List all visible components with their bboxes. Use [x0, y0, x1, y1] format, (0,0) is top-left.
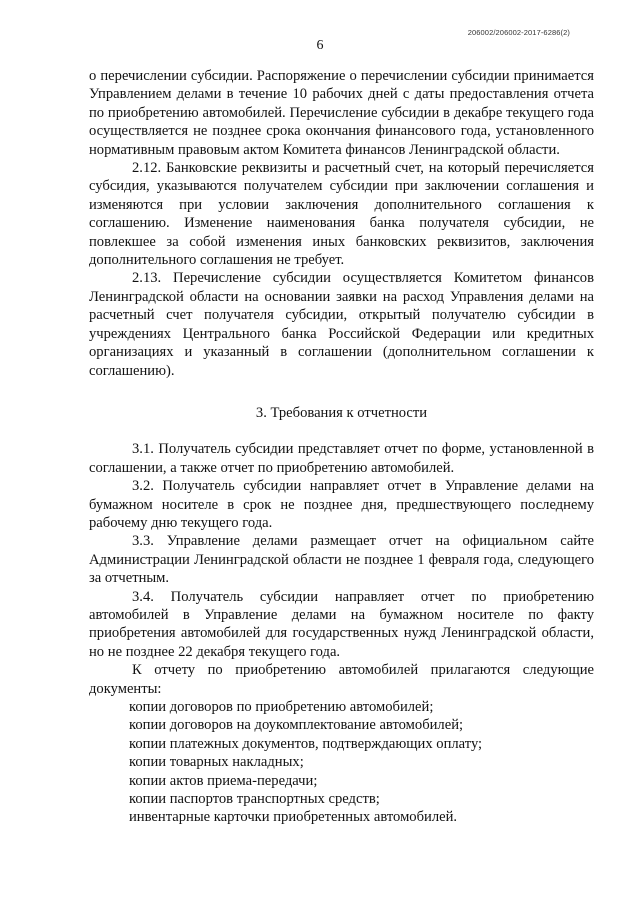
paragraph-2-12: 2.12. Банковские реквизиты и расчетный счет, на который перечисляется субсидия, указываются получателем субсидии при заключении соглашения и изменяются при условии заключения дополнительного соглашения к соглашению. Изменение наименования банка получателя субсидии, не повлекшее за собой изменения иных банковских реквизитов, заключения дополнительного соглашения не требует. [89, 160, 594, 269]
paragraph-2-13: 2.13. Перечисление субсидии осуществляется Комитетом финансов Ленинградской области на основании заявки на расход Управления делами на расчетный счет получателя субсидии, открытый получателю субсидии в учреждениях Центрального банка Российской Федерации или кредитных организациях и указанный в соглашении (дополнительном соглашении к соглашению). [89, 270, 594, 379]
page-number: 6 [316, 38, 324, 53]
list-item: копии договоров по приобретению автомобилей; [129, 699, 434, 715]
paragraph-2-11-continuation: о перечислении субсидии. Распоряжение о перечислении субсидии принимается Управлением делами в течение 10 рабочих дней с даты предоставления отчета по приобретению автомобилей. Перечисление субсидии в декабре текущего года осуществляется не позднее срока окончания финансового года, установленного нормативным правовым актом Комитета финансов Ленинградской области. [89, 68, 594, 158]
document-id: 206002/206002-2017-6286(2) [467, 28, 570, 37]
paragraph-3-1: 3.1. Получатель субсидии представляет отчет по форме, установленной в соглашении, а также отчет по приобретению автомобилей. [89, 441, 594, 476]
list-item: копии платежных документов, подтверждающих оплату; [129, 735, 483, 752]
paragraph-documents-intro: К отчету по приобретению автомобилей прилагаются следующие документы: [89, 662, 594, 697]
list-item: копии договоров на доукомплектование автомобилей; [129, 717, 464, 734]
paragraph-3-4: 3.4. Получатель субсидии направляет отчет по приобретению автомобилей в Управление делами на бумажном носителе по факту приобретения автомобилей для государственных нужд Ленинградской области, но не позднее 22 декабря текущего года. [89, 588, 594, 660]
section-heading: 3. Требования к отчетности [255, 404, 428, 421]
paragraph-3-2: 3.2. Получатель субсидии направляет отчет в Управление делами на бумажном носителе в срок не позднее дня, предшествующего последнему рабочему дню текущего года. [89, 478, 594, 531]
list-item: копии актов приема-передачи; [129, 772, 318, 789]
list-item: инвентарные карточки приобретенных автомобилей. [129, 809, 458, 826]
list-item: копии паспортов транспортных средств; [129, 791, 380, 808]
document-body [89, 67, 594, 827]
list-item: копии товарных накладных; [129, 754, 304, 771]
paragraph-3-3: 3.3. Управление делами размещает отчет на официальном сайте Администрации Ленинградской области не позднее 1 февраля года, следующего за отчетным. [89, 533, 594, 587]
